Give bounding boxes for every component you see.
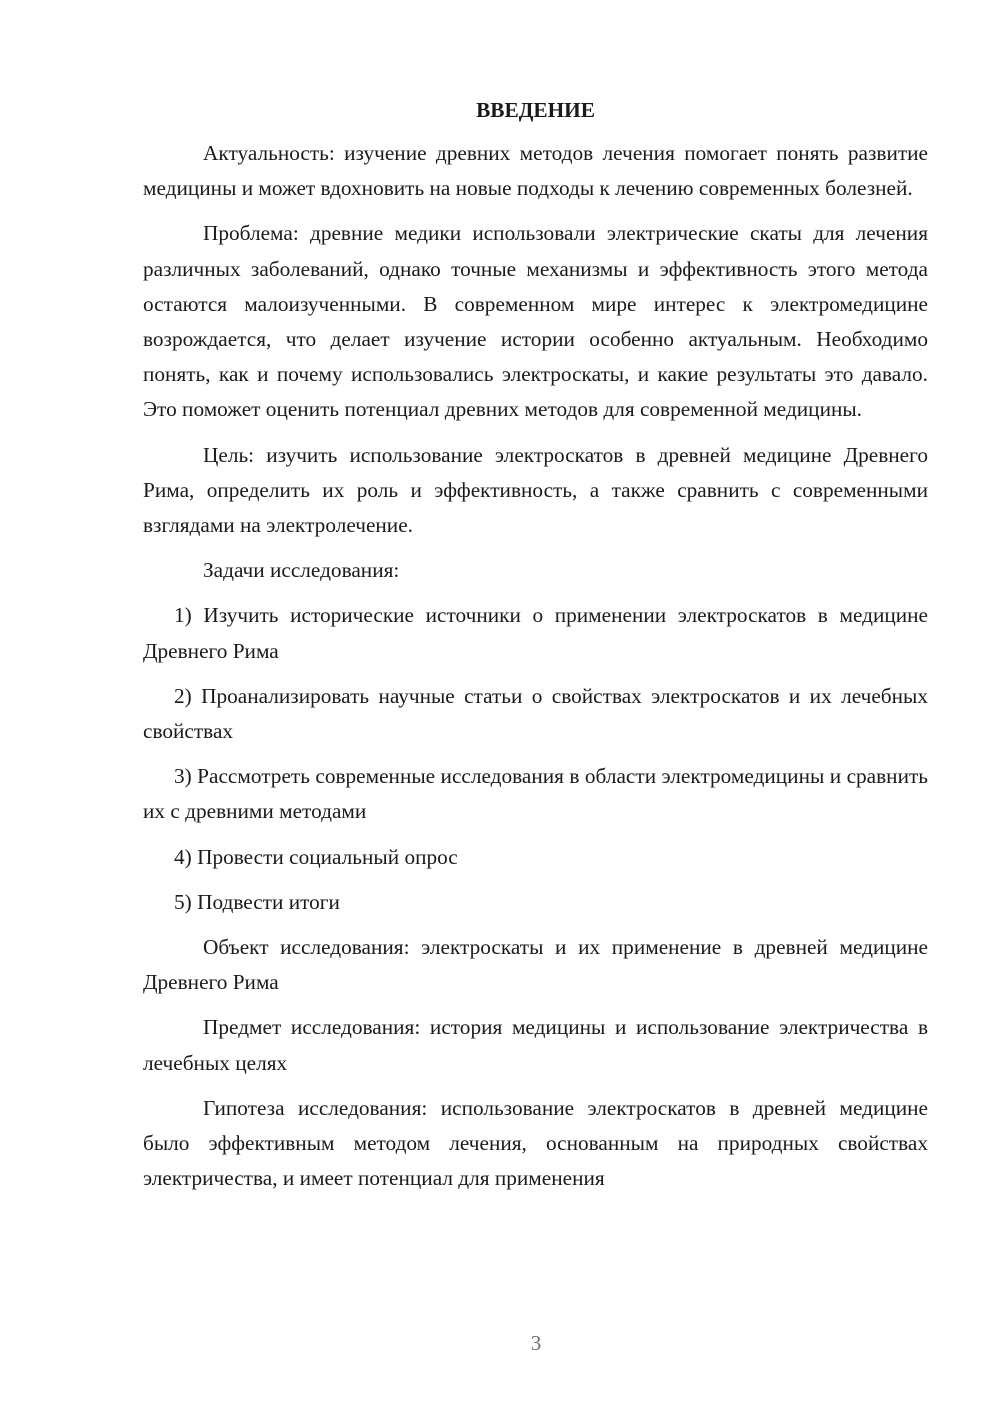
hypothesis-paragraph: Гипотеза исследования: использование электроскатов в древней медицине было эффективным методом лечения, основанным на природных свойствах электричества, и имеет потенциал для применения xyxy=(143,1095,928,1191)
object-paragraph: Объект исследования: электроскаты и их применение в древней медицине Древнего Рима xyxy=(143,935,928,995)
section-heading: ВВЕДЕНИЕ xyxy=(476,98,595,122)
tasks-intro: Задачи исследования: xyxy=(203,558,400,583)
subject-paragraph: Предмет исследования: история медицины и использование электричества в лечебных целях xyxy=(143,1015,928,1075)
task-item-1: 1) Изучить исторические источники о применении электроскатов в медицине Древнего Рима xyxy=(143,603,928,663)
page-number: 3 xyxy=(530,1331,542,1355)
document-page xyxy=(143,93,928,1206)
relevance-paragraph: Актуальность: изучение древних методов лечения помогает понять развитие медицины и может вдохновить на новые подходы к лечению современных болезней. xyxy=(143,141,928,201)
problem-paragraph: Проблема: древние медики использовали электрические скаты для лечения различных заболеваний, однако точные механизмы и эффективность этого метода остаются малоизученными. В современном мире интерес к электромедицине возрождается, что делает изучение истории особенно актуальным. Необходимо понять, как и почему использовались электроскаты, и какие результаты это давало. Это поможет оценить потенциал древних методов для современной медицины. xyxy=(143,221,928,422)
task-item-2: 2) Проанализировать научные статьи о свойствах электроскатов и их лечебных свойствах xyxy=(143,683,928,744)
task-item-3: 3) Рассмотреть современные исследования в области электромедицины и сравнить их с древними методами xyxy=(143,764,928,824)
task-item-4: 4) Провести социальный опрос xyxy=(174,844,458,869)
goal-paragraph: Цель: изучить использование электроскатов в древней медицине Древнего Рима, определить их роль и эффективность, а также сравнить с современными взглядами на электролечение. xyxy=(143,442,928,538)
task-item-5: 5) Подвести итоги xyxy=(174,889,340,914)
